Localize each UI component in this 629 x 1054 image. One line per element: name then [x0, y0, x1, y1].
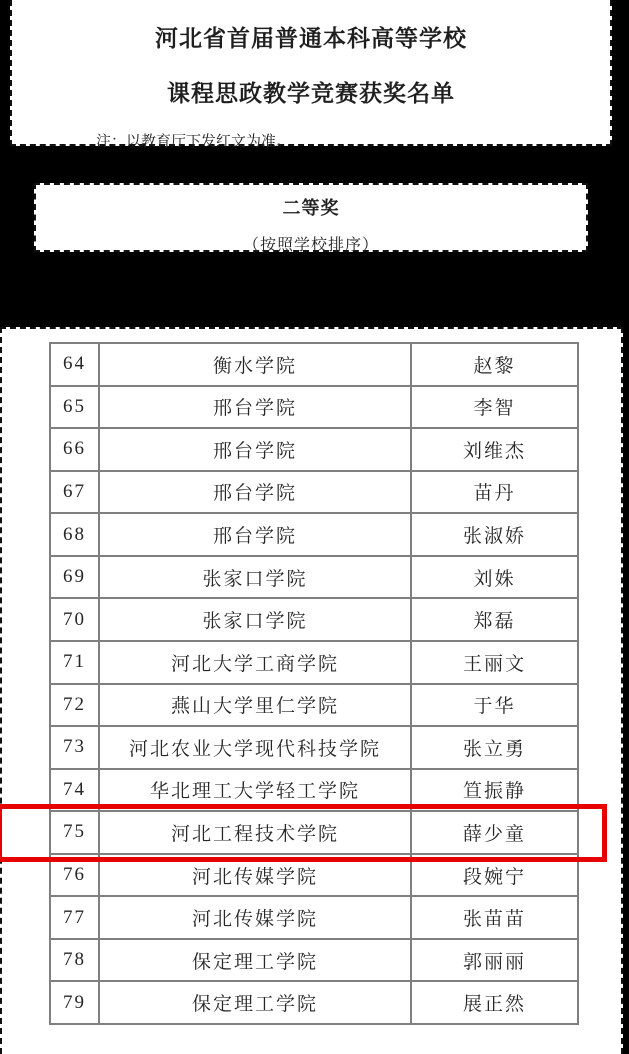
name-cell: 苗丹 [411, 471, 578, 514]
school-cell: 邢台学院 [99, 513, 411, 556]
table-row [50, 939, 578, 982]
name-cell: 张立勇 [411, 726, 578, 769]
table-row [50, 598, 578, 641]
document-title-line1: 河北省首届普通本科高等学校 [155, 26, 467, 51]
name-cell: 王丽文 [411, 641, 578, 684]
name-cell: 段婉宁 [411, 854, 578, 897]
table-row [50, 343, 578, 386]
document-note: 注：以教育厅下发红文为准。 [96, 134, 292, 150]
name-cell: 刘维杰 [411, 428, 578, 471]
school-cell: 燕山大学里仁学院 [99, 684, 411, 727]
table-row [50, 726, 578, 769]
table-row [50, 896, 578, 939]
table-row [50, 513, 578, 556]
rank-cell: 76 [50, 854, 99, 897]
school-cell: 河北农业大学现代科技学院 [99, 726, 411, 769]
school-cell: 河北传媒学院 [99, 854, 411, 897]
name-cell: 郭丽丽 [411, 939, 578, 982]
school-cell: 张家口学院 [99, 556, 411, 599]
name-cell: 薛少童 [411, 811, 578, 854]
name-cell: 张苗苗 [411, 896, 578, 939]
rank-cell: 71 [50, 641, 99, 684]
table-row [50, 428, 578, 471]
school-cell: 河北大学工商学院 [99, 641, 411, 684]
rank-cell: 65 [50, 386, 99, 429]
rank-cell: 77 [50, 896, 99, 939]
rank-cell: 72 [50, 684, 99, 727]
rank-cell: 66 [50, 428, 99, 471]
rank-cell: 64 [50, 343, 99, 386]
school-cell: 河北工程技术学院 [99, 811, 411, 854]
rank-cell: 67 [50, 471, 99, 514]
table-row [50, 471, 578, 514]
name-cell: 张淑娇 [411, 513, 578, 556]
school-cell: 邢台学院 [99, 471, 411, 514]
table-row-highlighted [50, 811, 578, 854]
name-cell: 刘姝 [411, 556, 578, 599]
winners-table [49, 342, 579, 1025]
name-cell: 赵黎 [411, 343, 578, 386]
table-row [50, 556, 578, 599]
award-level-title: 二等奖 [282, 198, 340, 218]
school-cell: 衡水学院 [99, 343, 411, 386]
rank-cell: 69 [50, 556, 99, 599]
school-cell: 保定理工学院 [99, 939, 411, 982]
award-level-box [34, 183, 588, 252]
rank-cell: 70 [50, 598, 99, 641]
school-cell: 保定理工学院 [99, 981, 411, 1024]
name-cell: 展正然 [411, 981, 578, 1024]
rank-cell: 73 [50, 726, 99, 769]
school-cell: 河北传媒学院 [99, 896, 411, 939]
name-cell: 笪振静 [411, 769, 578, 812]
school-cell: 华北理工大学轻工学院 [99, 769, 411, 812]
name-cell: 郑磊 [411, 598, 578, 641]
table-row [50, 684, 578, 727]
school-cell: 邢台学院 [99, 428, 411, 471]
rank-cell: 78 [50, 939, 99, 982]
table-row [50, 854, 578, 897]
table-row [50, 641, 578, 684]
rank-cell: 75 [50, 811, 99, 854]
table-row [50, 386, 578, 429]
title-sheet [10, 0, 612, 150]
rank-cell: 68 [50, 513, 99, 556]
table-row [50, 981, 578, 1024]
school-cell: 张家口学院 [99, 598, 411, 641]
rank-cell: 74 [50, 769, 99, 812]
winners-sheet [0, 327, 623, 1054]
name-cell: 于华 [411, 684, 578, 727]
table-row [50, 769, 578, 812]
document-title-line2: 课程思政教学竞赛获奖名单 [167, 81, 455, 106]
school-cell: 邢台学院 [99, 386, 411, 429]
name-cell: 李智 [411, 386, 578, 429]
award-sort-note: （按照学校排序） [242, 237, 379, 254]
rank-cell: 79 [50, 981, 99, 1024]
